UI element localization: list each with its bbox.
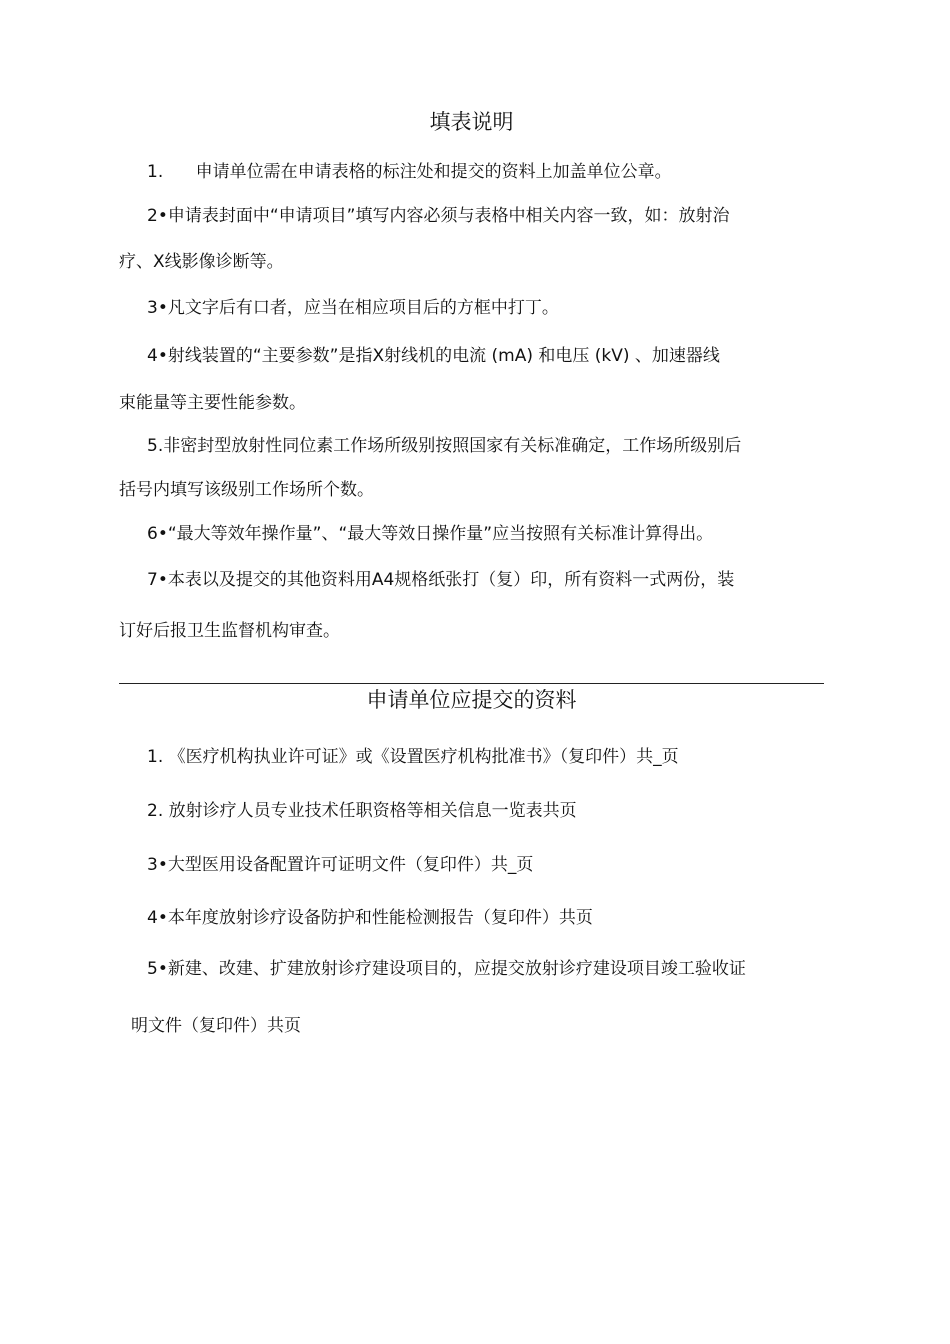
instruction-line-4-cont: 束能量等主要性能参数。 (119, 393, 306, 413)
material-line-5-cont: 明文件（复印件）共页 (131, 1016, 301, 1036)
instruction-line-5: 5.非密封型放射性同位素工作场所级别按照国家有关标准确定，工作场所级别后 (147, 436, 742, 456)
instruction-line-5-cont: 括号内填写该级别工作场所个数。 (119, 480, 374, 500)
section-title-instructions: 填表说明 (429, 110, 514, 134)
instruction-line-1: 1. 申请单位需在申请表格的标注处和提交的资料上加盖单位公章。 (147, 162, 672, 182)
instruction-line-4: 4•射线装置的“主要参数”是指X射线机的电流 (mA) 和电压 (kV) 、加速器线 (147, 346, 720, 366)
material-line-5: 5•新建、改建、扩建放射诊疗建设项目的，应提交放射诊疗建设项目竣工验收证 (147, 959, 746, 979)
instruction-line-7-cont: 订好后报卫生监督机构审查。 (119, 621, 340, 641)
material-line-2: 2. 放射诊疗人员专业技术任职资格等相关信息一览表共页 (147, 801, 577, 821)
material-line-1: 1. 《医疗机构执业许可证》或《设置医疗机构批准书》（复印件）共_页 (147, 747, 679, 767)
instruction-line-7: 7•本表以及提交的其他资料用A4规格纸张打（复）印，所有资料一式两份，装 (147, 570, 735, 590)
instruction-line-3: 3•凡文字后有口者，应当在相应项目后的方框中打丁。 (147, 298, 559, 318)
section-title-required-materials: 申请单位应提交的资料 (366, 688, 577, 712)
instruction-line-2-cont: 疗、X线影像诊断等。 (119, 252, 284, 272)
material-line-4: 4•本年度放射诊疗设备防护和性能检测报告（复印件）共页 (147, 908, 593, 928)
instruction-line-2: 2•申请表封面中“申请项目”填写内容必须与表格中相关内容一致，如：放射治 (147, 206, 730, 226)
material-line-3: 3•大型医用设备配置许可证明文件（复印件）共_页 (147, 855, 534, 875)
instruction-line-6: 6•“最大等效年操作量”、“最大等效日操作量”应当按照有关标准计算得出。 (147, 524, 714, 544)
section-divider (119, 683, 824, 684)
